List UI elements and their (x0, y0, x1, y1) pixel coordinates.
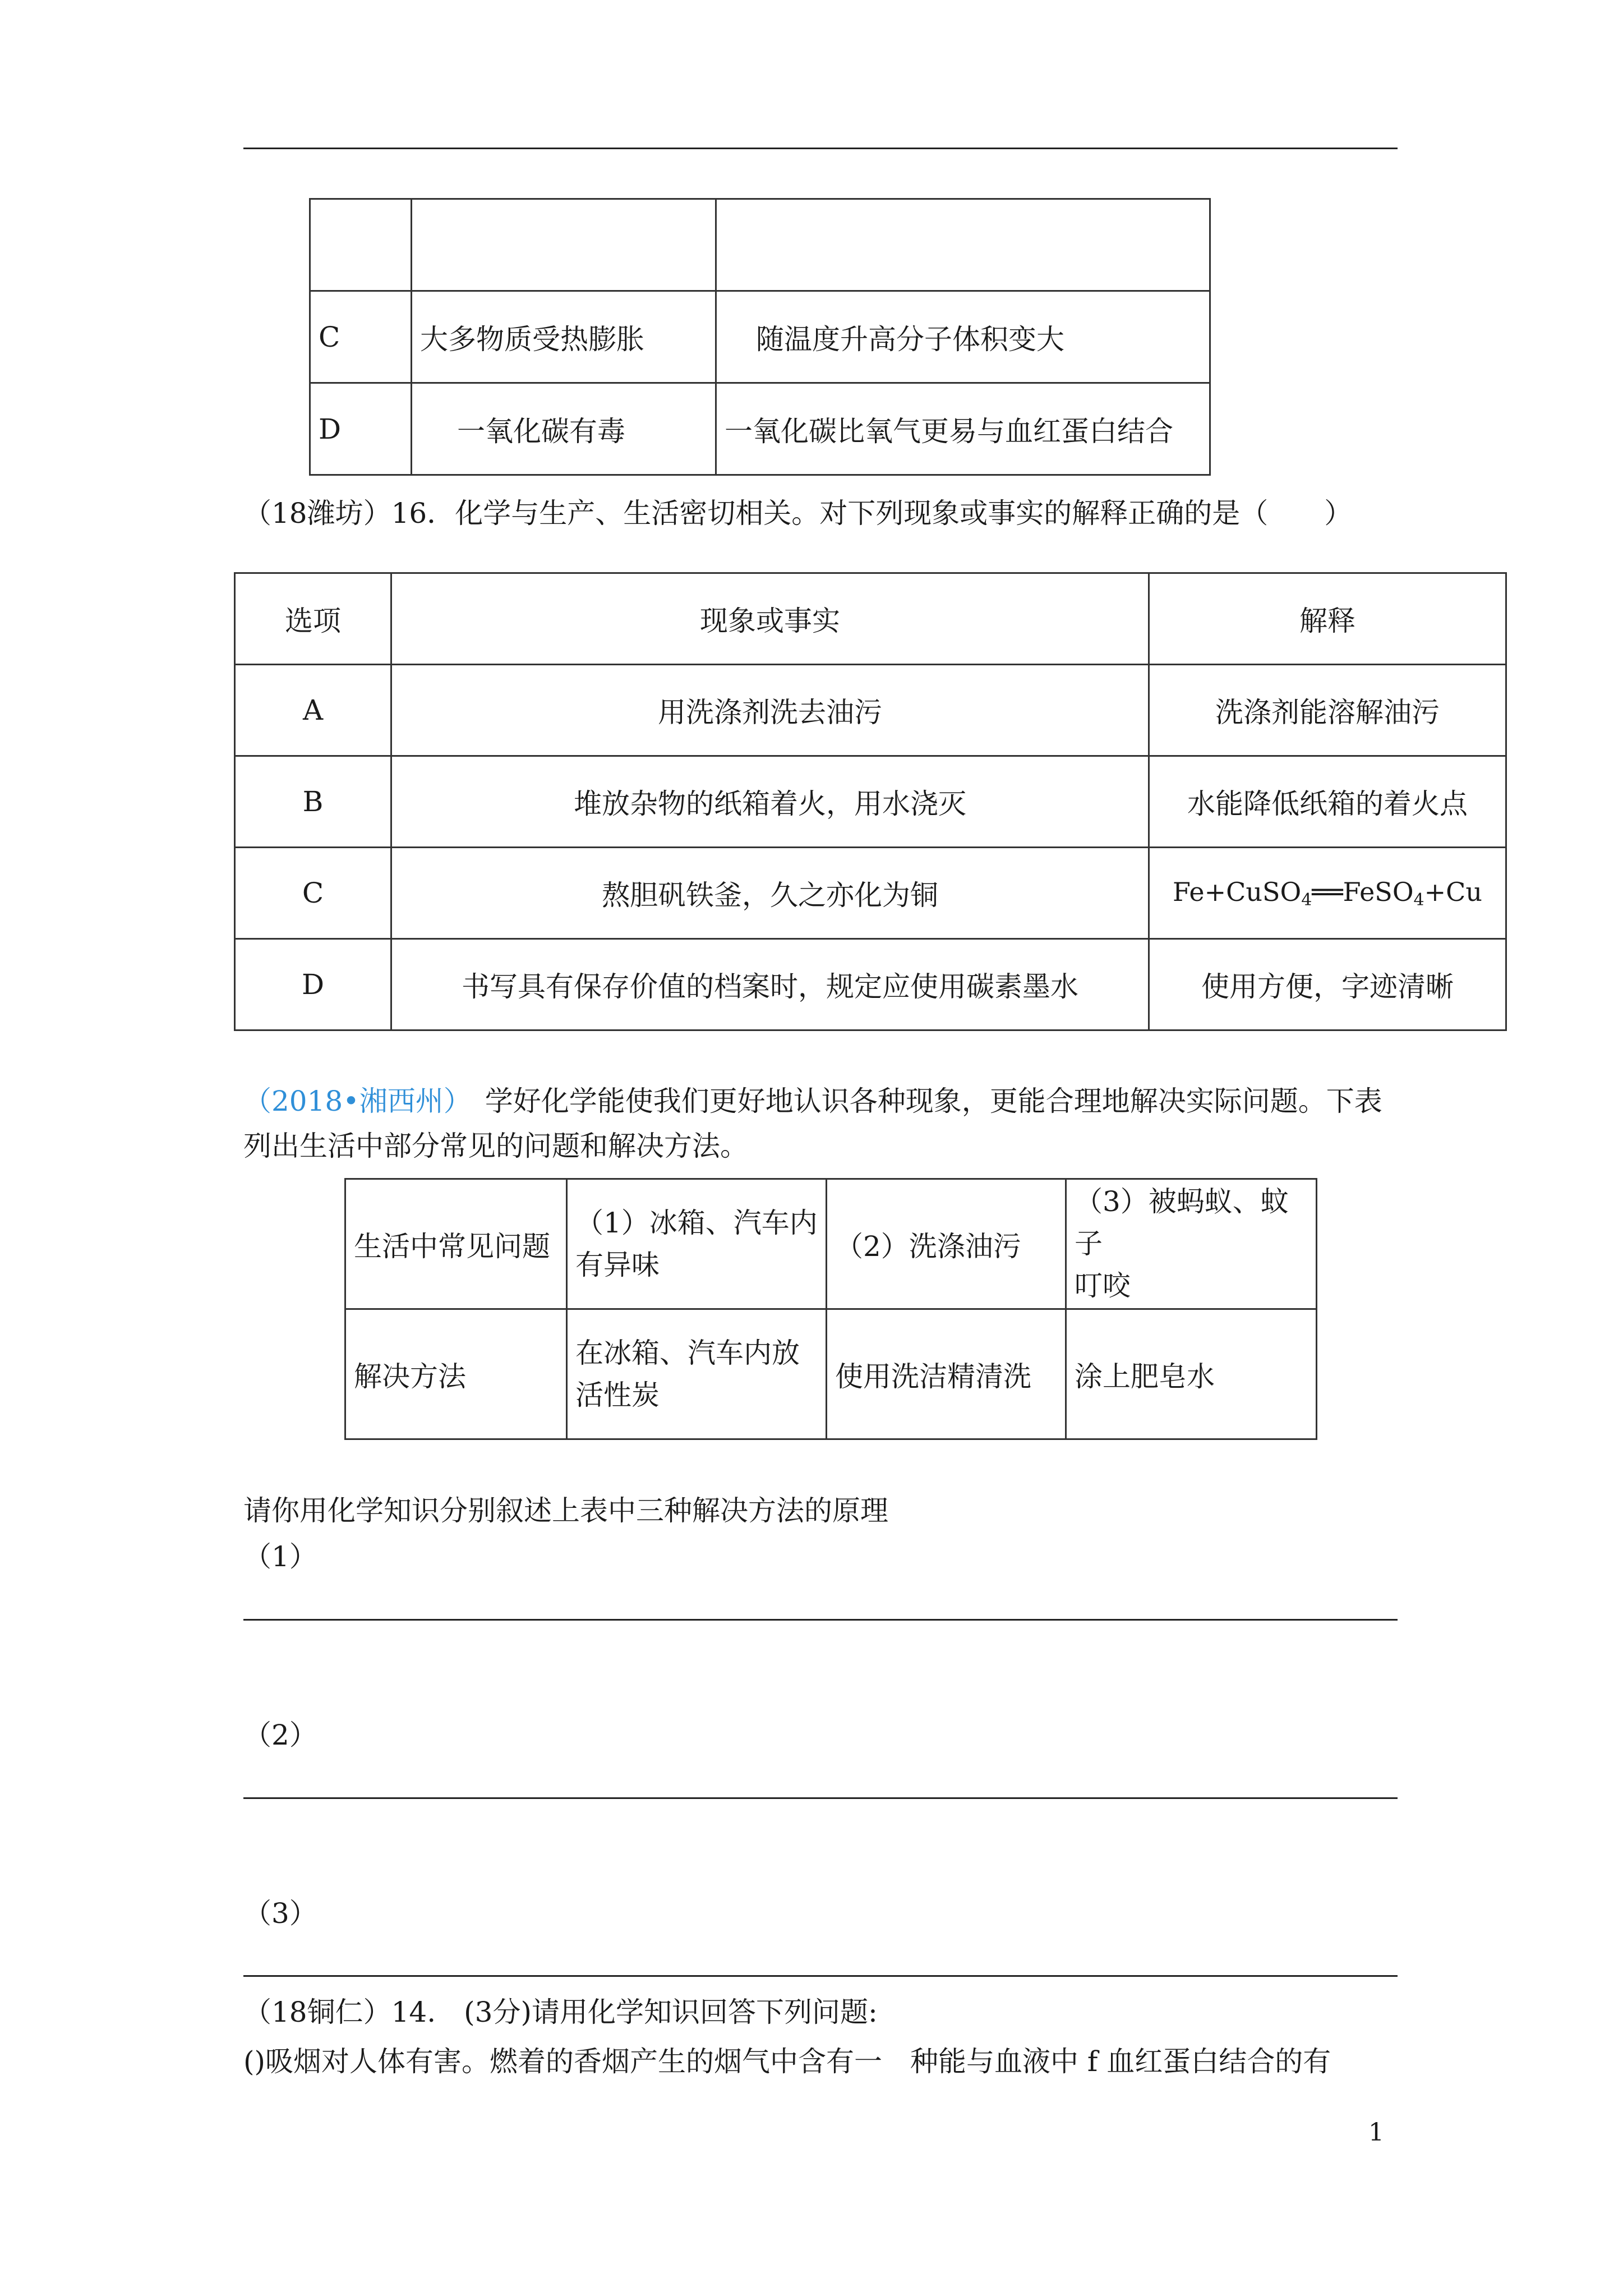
problem-3 (1066, 1179, 1317, 1309)
xiangxi-table (344, 1178, 1317, 1440)
option-explanation: 使用方便，字迹清晰 (1149, 939, 1506, 1030)
row-header-solution: 解决方法 (345, 1309, 567, 1439)
answer-line-3 (243, 1975, 1398, 1977)
stem-text: 学好化学能使我们更好地认识各种现象，更能合理地解决实际问题。下表 (485, 1085, 1382, 1117)
answer-label-1: （1） (243, 1540, 317, 1573)
page-number: 1 (1368, 2118, 1384, 2147)
table-row (310, 291, 1210, 383)
equation-subscript: 4 (1301, 890, 1312, 910)
problem-1-line2: 有异味 (575, 1248, 660, 1281)
option-label: A (235, 665, 391, 756)
option-explanation: 洗涤剂能溶解油污 (1149, 665, 1506, 756)
problem-3-line1: （3）被蚂蚁、蚊子 (1075, 1185, 1289, 1260)
option-fact: 堆放杂物的纸箱着火，用水浇灭 (391, 756, 1149, 848)
table-cell-label (310, 199, 412, 291)
table-row (235, 939, 1506, 1030)
table-row (310, 383, 1210, 475)
header-rule (243, 148, 1398, 149)
source-label: （2018•湘西州） (243, 1085, 472, 1117)
table-row (235, 665, 1506, 756)
option-label: B (235, 756, 391, 848)
solution-1 (567, 1309, 827, 1439)
solution-2: 使用洗洁精清洗 (827, 1309, 1066, 1439)
problem-3-line2: 叮咬 (1075, 1269, 1131, 1302)
option-explanation-equation (1149, 848, 1506, 939)
table-cell-explanation: 随温度升高分子体积变大 (716, 291, 1210, 383)
table-cell-fact (412, 199, 716, 291)
xiangxi-prompt: 请你用化学知识分别叙述上表中三种解决方法的原理 (243, 1494, 888, 1527)
solution-1-line1: 在冰箱、汽车内放 (575, 1336, 800, 1369)
equation-subscript: 4 (1413, 890, 1424, 910)
question-16-table (234, 572, 1507, 1031)
table-cell-explanation: 一氧化碳比氧气更易与血红蛋白结合 (716, 383, 1210, 475)
answer-line-2 (243, 1797, 1398, 1799)
problem-2: （2）洗涤油污 (827, 1179, 1066, 1309)
option-fact: 书写具有保存价值的档案时，规定应使用碳素墨水 (391, 939, 1149, 1030)
question-16-stem: （18潍坊）16．化学与生产、生活密切相关。对下列现象或事实的解释正确的是（ ） (243, 497, 1353, 530)
equation-part: Fe+CuSO (1172, 876, 1302, 907)
answer-label-3: （3） (243, 1897, 317, 1930)
question-14-line1: （18铜仁）14. (3分)请用化学知识回答下列问题: (243, 1996, 878, 2028)
solution-1-line2: 活性炭 (575, 1378, 660, 1411)
table-cell-label: D (310, 383, 412, 475)
row-header-problem: 生活中常见问题 (345, 1179, 567, 1309)
table-cell-explanation (716, 199, 1210, 291)
problem-1-line1: （1）冰箱、汽车内 (575, 1206, 818, 1239)
table-row (235, 848, 1506, 939)
question-14-line2: ()吸烟对人体有害。燃着的香烟产生的烟气中含有一 种能与血液中 f 血红蛋白结合的有 (243, 2045, 1331, 2078)
table-cell-label: C (310, 291, 412, 383)
answer-label-2: （2） (243, 1719, 317, 1751)
header-option: 选项 (235, 573, 391, 665)
table-row (310, 199, 1210, 291)
table-row (235, 756, 1506, 848)
header-fact: 现象或事实 (391, 573, 1149, 665)
option-fact: 熬胆矾铁釜，久之亦化为铜 (391, 848, 1149, 939)
answer-line-1 (243, 1619, 1398, 1621)
equation-part: +Cu (1424, 876, 1483, 907)
xiangxi-stem-line1 (243, 1087, 1382, 1115)
table-row (345, 1309, 1317, 1439)
option-fact: 用洗涤剂洗去油污 (391, 665, 1149, 756)
table-header-row (235, 573, 1506, 665)
option-explanation: 水能降低纸箱的着火点 (1149, 756, 1506, 848)
table-cell-fact: 一氧化碳有毒 (412, 383, 716, 475)
xiangxi-stem-line2: 列出生活中部分常见的问题和解决方法。 (243, 1130, 748, 1162)
option-label: D (235, 939, 391, 1030)
table-cell-fact: 大多物质受热膨胀 (412, 291, 716, 383)
equation-part: ══FeSO (1312, 876, 1414, 907)
header-explanation: 解释 (1149, 573, 1506, 665)
table-continued (309, 198, 1211, 476)
option-label: C (235, 848, 391, 939)
solution-3: 涂上肥皂水 (1066, 1309, 1317, 1439)
problem-1 (567, 1179, 827, 1309)
table-row (345, 1179, 1317, 1309)
